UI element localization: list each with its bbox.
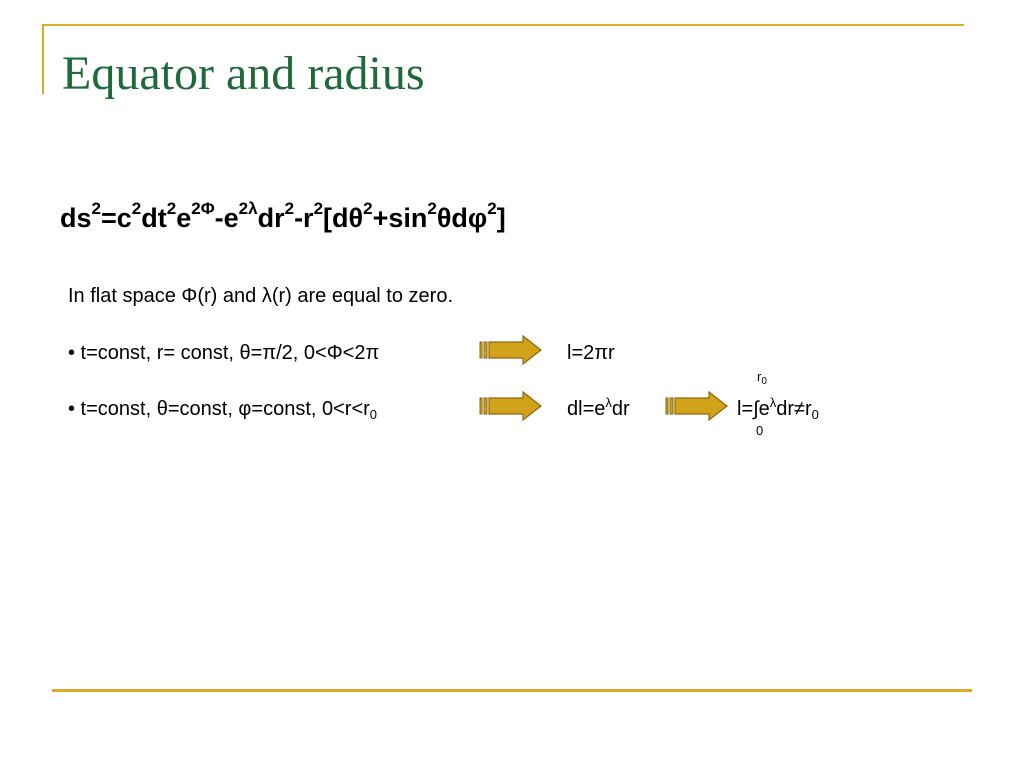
metric-part: -e	[214, 203, 239, 233]
case2-line-element	[567, 396, 630, 422]
metric-exponent: 2	[363, 199, 373, 218]
metric-exponent: 2	[131, 199, 142, 218]
upper-limit-subscript: 0	[761, 376, 767, 387]
integral-subscript: 0	[811, 407, 819, 422]
integral-lower-limit: 0	[756, 423, 764, 438]
metric-part: +sin	[372, 203, 428, 233]
metric-part: =c	[100, 203, 132, 233]
flat-space-note: In flat space Φ(r) and λ(r) are equal to zero.	[68, 285, 454, 307]
metric-part: [dθ	[323, 203, 364, 233]
integral-middle: dr≠r	[776, 398, 812, 420]
case2-right-arrow-icon	[479, 390, 543, 422]
metric-part: ds	[60, 203, 92, 233]
integral-text: l=∫e	[737, 398, 770, 420]
metric-exponent: 2	[487, 199, 497, 218]
metric-exponent: 2	[284, 199, 295, 218]
case2-condition	[68, 396, 377, 422]
metric-exponent: 2	[427, 199, 437, 218]
case2-condition-subscript: 0	[369, 407, 378, 422]
metric-part: dr	[257, 203, 285, 233]
metric-part: ]	[496, 203, 506, 233]
case2-second-right-arrow-icon	[665, 390, 729, 422]
line-element-tail: dr	[611, 398, 630, 420]
metric-equation	[60, 198, 506, 238]
left-border-line	[42, 24, 44, 94]
slide-title: Equator and radius	[62, 47, 425, 100]
top-border-line	[42, 24, 964, 26]
metric-exponent: 2λ	[238, 199, 258, 218]
upper-limit-text: r	[757, 369, 762, 384]
metric-exponent: 2	[91, 199, 101, 218]
line-element-exponent: λ	[605, 395, 612, 410]
case1-result: l=2πr	[567, 342, 615, 364]
line-element-text: dl=e	[567, 398, 606, 420]
metric-part: θdφ	[436, 203, 488, 233]
case2-integral-result	[737, 396, 819, 422]
metric-exponent: 2	[166, 199, 177, 218]
case1-condition: • t=const, r= const, θ=π/2, 0<Φ<2π	[68, 342, 380, 364]
metric-exponent: 2Φ	[191, 199, 215, 218]
case1-right-arrow-icon	[479, 334, 543, 366]
metric-part: e	[176, 203, 192, 233]
integral-exponent: λ	[769, 395, 777, 410]
metric-exponent: 2	[313, 199, 324, 218]
metric-part: -r	[294, 203, 314, 233]
case2-condition-text: • t=const, θ=const, φ=const, 0<r<r	[68, 398, 370, 420]
integral-upper-limit	[757, 370, 767, 386]
metric-part: dt	[141, 203, 167, 233]
bottom-border-line	[52, 689, 972, 692]
